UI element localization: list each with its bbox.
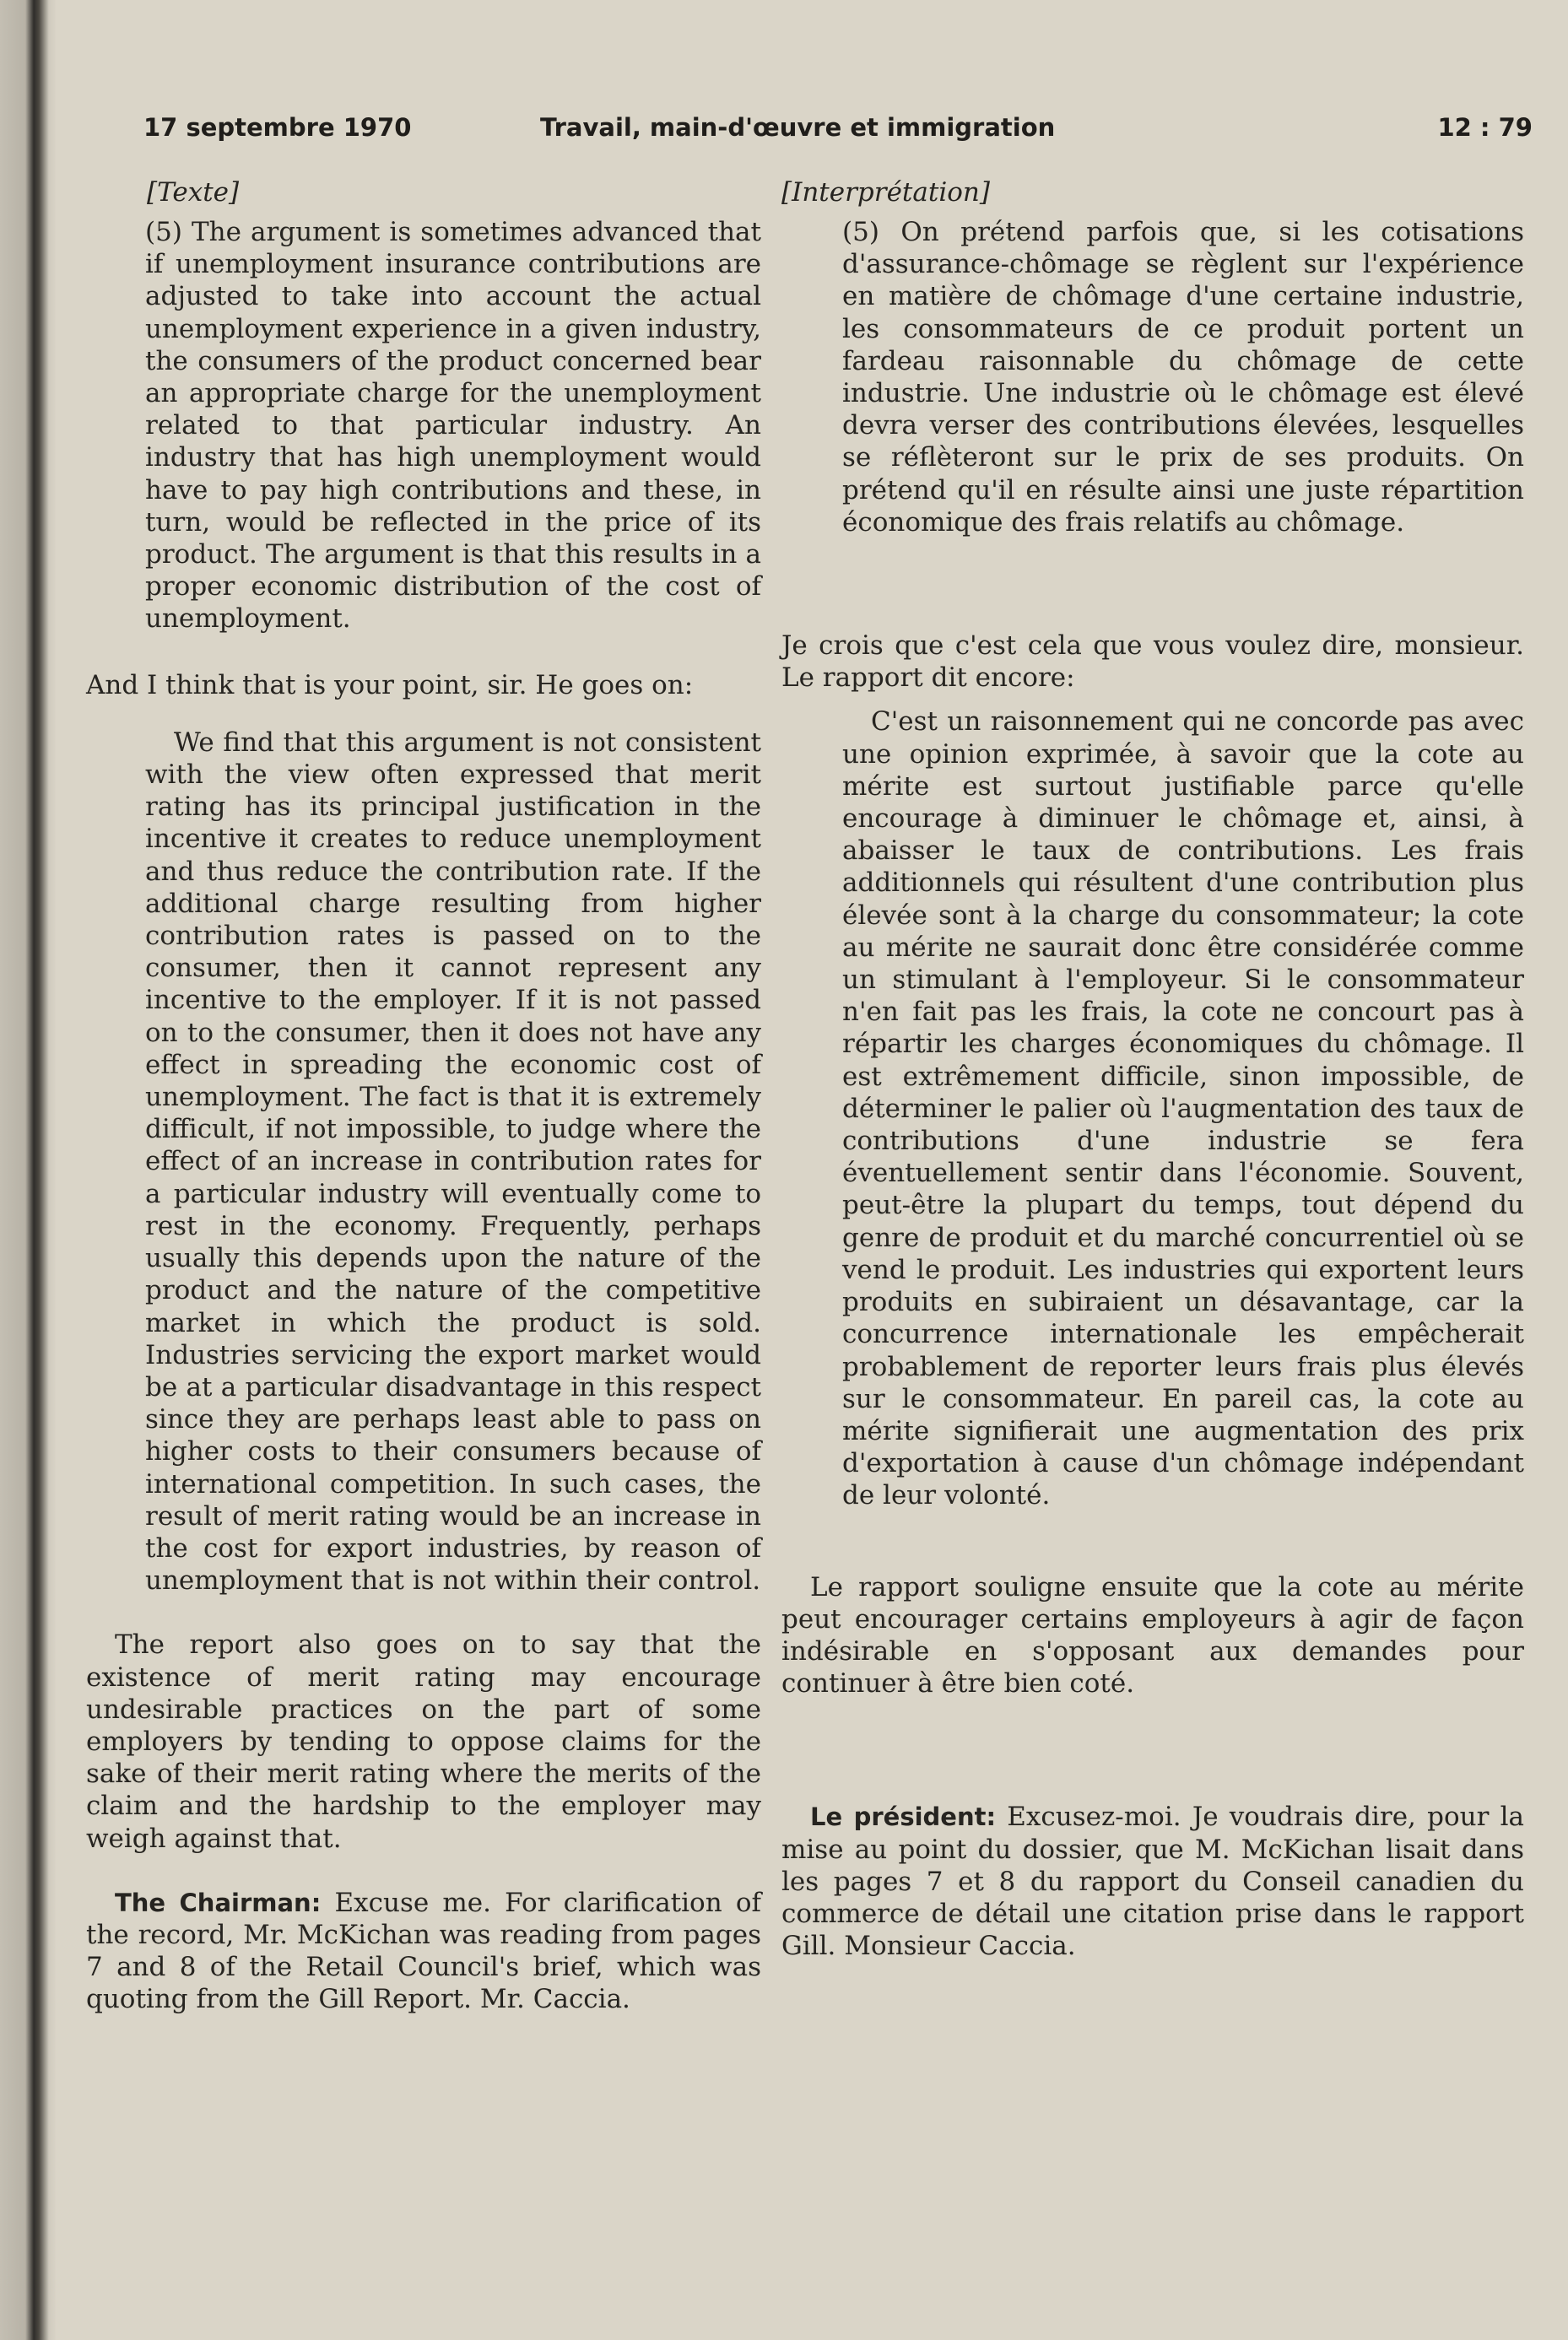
english-column — [86, 177, 761, 2016]
english-text-label: [Texte] — [147, 177, 240, 208]
french-chairman-remark — [781, 1801, 1524, 1962]
french-speaker-name: Le président: — [810, 1802, 997, 1832]
english-report-summary: The report also goes on to say that the existence of merit rating may encourage undesirable practices on the part of some employers by tending to oppose claims for the sake of their merit rating where the merits of the claim and the hardship to the employer may weigh against that. — [86, 1629, 761, 1854]
header-date: 17 septembre 1970 — [143, 113, 412, 142]
english-chairman-text: Excuse me. For clarification of the record, Mr. McKichan was reading from pages 7 and 8 of the Retail Council's brief, which was quoting from the Gill Report. Mr. Caccia. — [86, 1887, 762, 2015]
french-commentary: Je crois que c'est cela que vous voulez dire, monsieur. Le rapport dit encore: — [781, 630, 1524, 694]
french-chairman-text: Excusez-moi. Je voudrais dire, pour la mise au point du dossier, que M. McKichan lisait dans les pages 7 et 8 du rapport du Conseil canadien du commerce de détail une citation prise dans le rapport Gill. Monsieur Caccia. — [781, 1802, 1524, 1962]
french-quotation: C'est un raisonnement qui ne concorde pas avec une opinion exprimée, à savoir que la cote au mérite est surtout justifiable parce qu'elle encourage à diminuer le chômage et, ainsi, à abaisser le taux de contributions. Les frais additionnels qui résultent d'une contribution plus élevée sont à la charge du consommateur; la cote au mérite ne saurait donc être considérée comme un stimulant à l'employeur. Si le consommateur n'en fait pas les frais, la cote ne concourt pas à répartir les charges économiques du chômage. Il est extrêmement difficile, sinon impossible, de déterminer le palier où l'augmentation des taux de contributions d'une industrie se fera éventuellement sentir dans l'économie. Souvent, peut-être la plupart du temps, tout dépend du genre de produit et du marché concurrentiel où se vend le produit. Les industries qui exportent leurs produits en subiraient un désavantage, car la concurrence internationale les empêcherait probablement de reporter leurs frais plus élevés sur le consommateur. En pareil cas, la cote au mérite signifierait une augmentation des prix d'exportation à cause d'un chômage indépendant de leur volonté. — [842, 706, 1524, 1511]
french-paragraph-5: (5) On prétend parfois que, si les cotisations d'assurance-chômage se règlent sur l'expérience en matière de chômage d'une certaine industrie, les consommateurs de ce produit portent un fardeau raisonnable du chômage de cette industrie. Une industrie où le chômage est élevé devra verser des contributions élevées, lesquelles se réflèteront sur le prix de ses produits. On prétend qu'il en résulte ainsi une juste répartition économique des frais relatifs au chômage. — [842, 217, 1524, 538]
english-quotation: We find that this argument is not consistent with the view often expressed that merit rating has its principal justification in the incentive it creates to reduce unemployment and thus reduce the contribution rate. If the additional charge resulting from higher contribution rates is passed on to the consumer, then it cannot represent any incentive to the employer. If it is not passed on to the consumer, then it does not have any effect in spreading the economic cost of unemployment. The fact is that it is extremely difficult, if not impossible, to judge where the effect of an increase in contribution rates for a particular industry will eventually come to rest in the economy. Frequently, perhaps usually this depends upon the nature of the product and the nature of the competitive market in which the product is sold. Industries servicing the export market would be at a particular disadvantage in this respect since they are perhaps least able to pass on higher costs to their consumers because of international competition. In such cases, the result of merit rating would be an increase in the cost for export industries, by reason of unemployment that is not within their control. — [145, 727, 761, 1597]
english-commentary: And I think that is your point, sir. He goes on: — [86, 669, 694, 700]
english-speaker-name: The Chairman: — [115, 1888, 322, 1917]
french-interpretation-label: [Interprétation] — [781, 177, 990, 208]
french-column — [781, 177, 1524, 1962]
english-paragraph-5: (5) The argument is sometimes advanced that if unemployment insurance contributions are adjusted to take into account the actual unemployment experience in a given industry, the consumers of the product concerned bear an appropriate charge for the unemployment related to that particular industry. An industry that has high unemployment would have to pay high contributions and these, in turn, would be reflected in the price of its product. The argument is that this results in a proper economic distribution of the cost of unemployment. — [145, 217, 761, 635]
page-header — [143, 113, 1533, 147]
document-page — [56, 0, 1568, 2340]
english-chairman-remark — [86, 1887, 761, 2016]
header-title: Travail, main-d'œuvre et immigration — [540, 113, 1056, 142]
french-report-summary: Le rapport souligne ensuite que la cote au mérite peut encourager certains employeurs à agir de façon indésirable en s'opposant aux demandes pour continuer à être bien coté. — [781, 1571, 1524, 1700]
header-page-number: 12 : 79 — [1437, 113, 1533, 142]
book-binding-edge — [0, 0, 56, 2340]
